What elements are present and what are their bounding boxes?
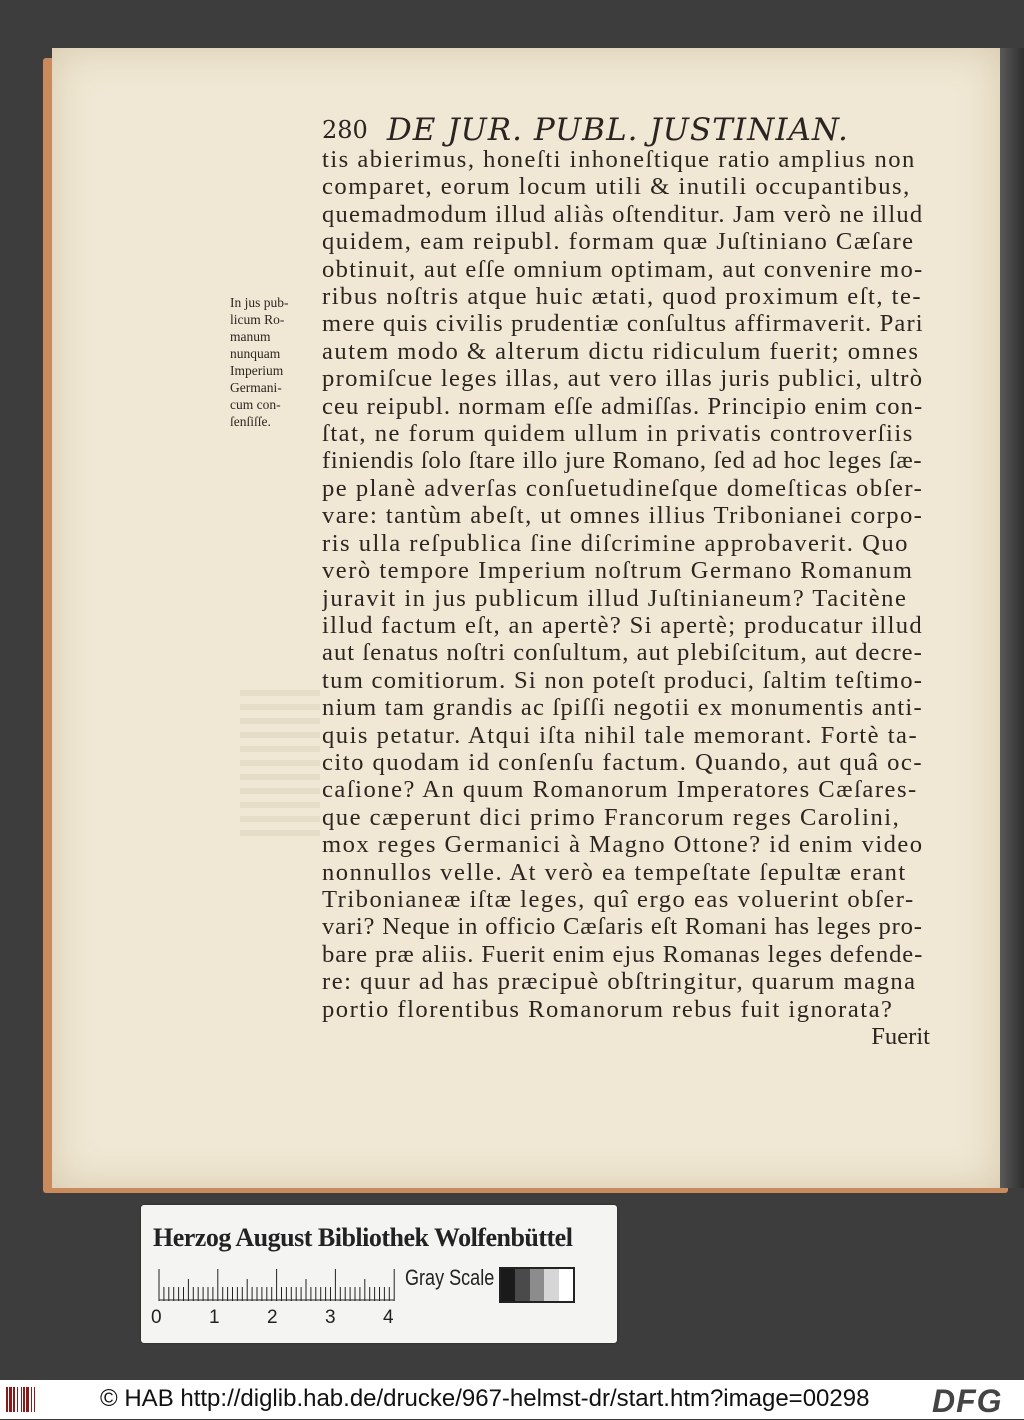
gray-swatch: [515, 1269, 529, 1301]
gray-swatch: [544, 1269, 558, 1301]
show-through-text: [240, 690, 320, 840]
catchword: Fuerit: [871, 1023, 930, 1050]
ruler-number: 0: [151, 1307, 162, 1328]
text-line: verò tempore Imperium noſtrum Germano Romanum: [322, 557, 914, 585]
ruler-number: 4: [383, 1307, 394, 1328]
copyright-link[interactable]: © HAB http://diglib.hab.de/drucke/967-helmst-dr/start.htm?image=00298: [100, 1385, 870, 1412]
text-line: finiendis ſolo ſtare illo jure Romano, ſed ad hoc leges ſæ-: [322, 447, 923, 475]
text-line: juravit in jus publicum illud Juſtinianeum? Tacitène: [322, 584, 908, 612]
ruler: [157, 1267, 397, 1301]
text-line: nium tam grandis ac ſpiſſi negotii ex monumentis anti-: [322, 694, 923, 722]
ruler-number: 3: [325, 1307, 336, 1328]
text-line: mere quis civilis prudentiæ conſultus affirmaverit. Pari: [322, 310, 924, 338]
gray-swatch: [559, 1269, 573, 1301]
text-line: portio florentibus Romanorum rebus fuit ignorata?: [322, 995, 894, 1023]
text-line: que cæperunt dici primo Francorum reges Carolini,: [322, 803, 901, 831]
text-line: mox reges Germanici à Magno Ottone? id enim video: [322, 831, 924, 859]
text-line: Tribonianeæ iſtæ leges, quî ergo eas voluerint obſer-: [322, 885, 915, 913]
text-line: quis petatur. Atqui iſta nihil tale memorant. Fortè ta-: [322, 721, 919, 749]
ruler-number: 1: [209, 1307, 220, 1328]
margin-note-line: In jus pub-: [230, 295, 289, 310]
dfg-logo: DFG: [932, 1383, 1003, 1419]
gray-scale-label: Gray Scale: [405, 1265, 495, 1290]
text-line: bare præ aliis. Fuerit enim ejus Romanas leges defende-: [322, 940, 924, 968]
page-number: 280: [322, 116, 368, 144]
page-gutter: [1000, 48, 1024, 1188]
margin-note-line: ſenſiſſe.: [230, 414, 271, 429]
margin-note: [230, 294, 320, 430]
text-line: comparet, eorum locum utili & inutili occupantibus,: [322, 173, 911, 201]
text-line: ribus noſtris atque huic ætati, quod proximum eſt, te-: [322, 283, 923, 311]
text-line: ſtat, ne forum quidem ullum in privatis controverſiis: [322, 420, 914, 448]
barcode-icon: [4, 1384, 48, 1415]
text-line: promiſcue leges illas, aut vero illas juris publici, ultrò: [322, 365, 924, 393]
ruler-numbers: [151, 1307, 411, 1331]
text-line: cito quodam id conſenſu factum. Quando, aut quâ oc-: [322, 748, 924, 776]
text-line: obtinuit, aut eſſe omnium optimam, aut convenire mo-: [322, 255, 924, 283]
margin-note-line: licum Ro-: [230, 312, 285, 327]
margin-note-line: nunquam: [230, 346, 281, 361]
margin-note-line: cum con-: [230, 397, 281, 412]
margin-note-line: manum: [230, 329, 271, 344]
text-line: caſione? An quum Romanorum Imperatores Cæſares-: [322, 776, 918, 804]
color-scale-card: [141, 1205, 617, 1343]
gray-scale-swatches: [499, 1267, 575, 1303]
text-line: vari? Neque in officio Cæſaris eſt Romani has leges pro-: [322, 913, 923, 941]
text-line: illud factum eſt, an apertè? Si apertè; producatur illud: [322, 611, 923, 639]
text-line: tum comitiorum. Si non poteſt produci, ſaltim teſtimo-: [322, 666, 924, 694]
text-line: re: quur ad has præcipuè obſtringitur, quarum magna: [322, 968, 917, 996]
ruler-number: 2: [267, 1307, 278, 1328]
footer-bar: [0, 1380, 1024, 1419]
text-line: nonnullos velle. At verò ea tempeſtate ſepultæ erant: [322, 858, 907, 886]
gray-swatch: [530, 1269, 544, 1301]
text-line: ceu reipubl. normam eſſe admiſſas. Principio enim con-: [322, 392, 924, 420]
text-line: pe planè adverſas conſuetudineſque domeſticas obſer-: [322, 474, 924, 502]
text-line: aut ſenatus noſtri conſultum, aut plebiſcitum, aut decre-: [322, 639, 923, 667]
card-title: Herzog August Bibliothek Wolfenbüttel: [153, 1223, 573, 1252]
margin-note-line: Imperium: [230, 363, 284, 378]
text-line: tis abierimus, honeſti inhoneſtique ratio amplius non: [322, 146, 916, 173]
body-text: [322, 146, 930, 1050]
text-line: quidem, eam reipubl. formam quæ Juſtiniano Cæſare: [322, 228, 915, 256]
gray-swatch: [501, 1269, 515, 1301]
text-line: quemadmodum illud aliàs oſtenditur. Jam verò ne illud: [322, 200, 924, 228]
margin-note-line: Germani-: [230, 380, 282, 395]
text-line: autem modo & alterum dictu ridiculum fuerit; omnes: [322, 337, 920, 365]
text-line: vare: tantùm abeſt, ut omnes illius Tribonianei corpo-: [322, 502, 924, 530]
text-line: ris ulla reſpublica ſine diſcrimine approbaverit. Quo: [322, 529, 909, 557]
running-title: DE JUR. PUBL. JUSTINIAN.: [386, 112, 849, 148]
